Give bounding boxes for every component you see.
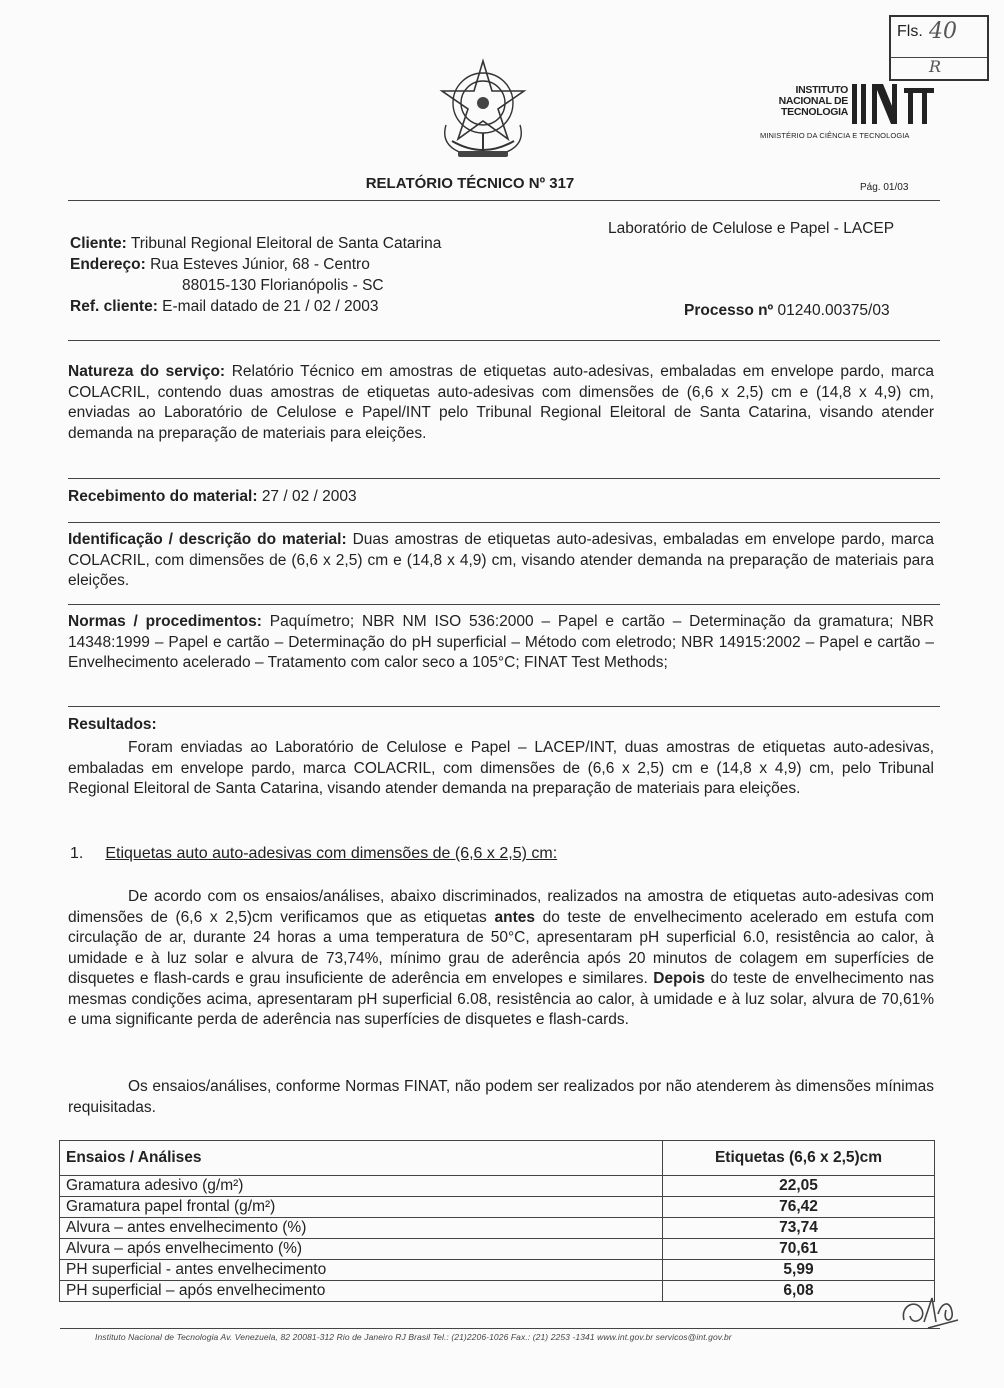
section-1-number: 1. [70,845,84,862]
table-cell-test: Alvura – antes envelhecimento (%) [60,1218,663,1239]
table-header-test: Ensaios / Análises [60,1141,663,1176]
section-1-paragraph-1 [68,887,934,1031]
divider [68,604,940,605]
ref-value: E-mail datado de 21 / 02 / 2003 [162,298,379,315]
results-heading [68,715,934,736]
institute-line-3: TECNOLOGIA [781,106,848,118]
process-value: 01240.00375/03 [777,302,890,319]
norms-procedures [68,612,934,674]
folio-number: 40 [929,19,957,44]
receipt [68,487,934,508]
table-cell-test: Gramatura adesivo (g/m²) [60,1176,663,1197]
table-cell-value: 70,61 [663,1239,935,1260]
receipt-label: Recebimento do material: [68,488,258,505]
identification-text: Duas amostras de etiquetas auto-adesivas, embaladas em envelope pardo, marca COLACRIL, com dimensões de (6,6 x 2,5) cm e (14,8 x 4,9) cm, visando atender demanda na preparação de materiais para eleições. [68,531,934,589]
table-header-row [60,1141,935,1176]
signature-initials [898,1292,960,1332]
int-logo [852,78,937,130]
p1-depois: Depois [653,970,705,987]
folio-label: Fls. [897,23,923,40]
identification-label: Identificação / descrição do material: [68,531,347,548]
divider [68,706,940,707]
section-1-heading [70,845,557,863]
table-cell-test: PH superficial - antes envelhecimento [60,1260,663,1281]
receipt-value: 27 / 02 / 2003 [261,488,357,505]
table-cell-test: PH superficial – após envelhecimento [60,1281,663,1302]
p1-part-c: do teste de envelhecimento nas mesmas condições acima, apresentaram pH superficial 6.08, resistência ao calor, à umidade e à luz solar, alvura de 70,61% e uma significante perda de aderência nas superfícies de disquetes e flash-cards. [68,970,934,1028]
laboratory-name: Laboratório de Celulose e Papel - LACEP [608,220,895,237]
folio-initials: R [929,57,942,76]
divider [68,200,940,201]
results-label: Resultados: [68,716,157,733]
table-row [60,1218,935,1239]
norms-label: Normas / procedimentos: [68,613,262,630]
report-title: RELATÓRIO TÉCNICO Nº 317 [365,175,575,192]
table-row [60,1281,935,1302]
institute-name [768,85,848,118]
table-cell-value: 22,05 [663,1176,935,1197]
table-row [60,1260,935,1281]
divider [68,340,940,341]
table-row [60,1239,935,1260]
p1-antes: antes [494,908,535,926]
coat-of-arms-emblem [432,55,534,165]
address-label: Endereço: [70,256,146,273]
section-1-paragraph-2: Os ensaios/análises, conforme Normas FINAT, não podem ser realizados por não atenderem às dimensões mínimas requisitadas. [68,1078,934,1116]
client-value: Tribunal Regional Eleitoral de Santa Catarina [130,235,442,252]
folio-stamp [889,15,989,81]
table-cell-value: 6,08 [663,1281,935,1302]
client-block [70,233,441,317]
footer-contact: Instituto Nacional de Tecnologia Av. Venezuela, 82 20081-312 Rio de Janeiro RJ Brasil Tel.: (21)2206-1026 Fax.: (21) 2253 -1341 www.int.gov.br servicos@int.gov.br [95,1332,732,1342]
process-number [684,302,890,320]
nature-text: Relatório Técnico em amostras de etiquetas auto-adesivas, embaladas em envelope pardo, marca COLACRIL, contendo duas amostras de etiquetas auto-adesivas com dimensões de (6,6 x 2,5) cm e (14,8 x 4,9) cm, enviadas ao Laboratório de Celulose e Papel/INT pelo Tribunal Regional Eleitoral de Santa Catarina, visando atender demanda na preparação de materiais para eleições. [68,363,935,442]
norms-text: Paquímetro; NBR NM ISO 536:2000 – Papel e cartão – Determinação da gramatura; NBR 14348:1999 – Papel e cartão – Determinação do pH superficial – Método com eletrodo; NBR 14915:2002 – Papel e cartão – Envelhecimento acelerado – Tratamento com calor seco a 105°C; FINAT Test Methods; [68,613,935,671]
table-row [60,1197,935,1218]
address-line-2: 88015-130 Florianópolis - SC [182,277,384,294]
table-cell-test: Gramatura papel frontal (g/m²) [60,1197,663,1218]
client-label: Cliente: [70,235,127,252]
divider [68,478,940,479]
page-number: Pág. 01/03 [860,182,909,193]
table-cell-test: Alvura – após envelhecimento (%) [60,1239,663,1260]
ref-label: Ref. cliente: [70,298,158,315]
material-identification [68,530,934,592]
nature-label: Natureza do serviço: [68,363,226,380]
p1-part-a: De acordo com os ensaios/análises, abaixo discriminados, realizados na amostra de etiquetas auto-adesivas com dimensões de (6,6 x 2,5)cm verificamos que as etiquetas [68,888,934,926]
p1-part-b: do teste de envelhecimento acelerado em estufa com circulação de ar, durante 24 horas a uma temperatura de 50°C, apresentaram pH superficial 6.0, resistência ao calor, à umidade e à luz solar e alvura de 73,74%, mínimo grau de aderência após 20 minutos de colagem em superfícies de disquetes e flash-cards e grau insuficiente de aderência em envelopes e similares. [68,908,935,987]
table-cell-value: 76,42 [663,1197,935,1218]
results-table [59,1140,935,1302]
institute-line-2: NACIONAL DE [778,95,848,107]
table-row [60,1176,935,1197]
table-cell-value: 5,99 [663,1260,935,1281]
nature-of-service [68,362,934,444]
address-value: Rua Esteves Júnior, 68 - Centro [150,256,370,273]
table-header-value: Etiquetas (6,6 x 2,5)cm [663,1141,935,1176]
divider [68,522,940,523]
section-1-title: Etiquetas auto auto-adesivas com dimensões de (6,6 x 2,5) cm: [105,845,558,862]
table-cell-value: 73,74 [663,1218,935,1239]
institute-line-1: INSTITUTO [795,84,848,96]
results-text: Foram enviadas ao Laboratório de Celulose e Papel – LACEP/INT, duas amostras de etiquetas auto-adesivas, embaladas em envelope pardo, marca COLACRIL, com dimensões de (6,6 x 2,5) cm e (14,8 x 4,9) cm, pelo Tribunal Regional Eleitoral de Santa Catarina, visando atender demanda na preparação de materiais para eleições. [68,739,934,797]
process-label: Processo nº [684,302,774,319]
ministry-name: MINISTÉRIO DA CIÊNCIA E TECNOLOGIA [760,131,910,140]
footer-divider [60,1328,940,1329]
